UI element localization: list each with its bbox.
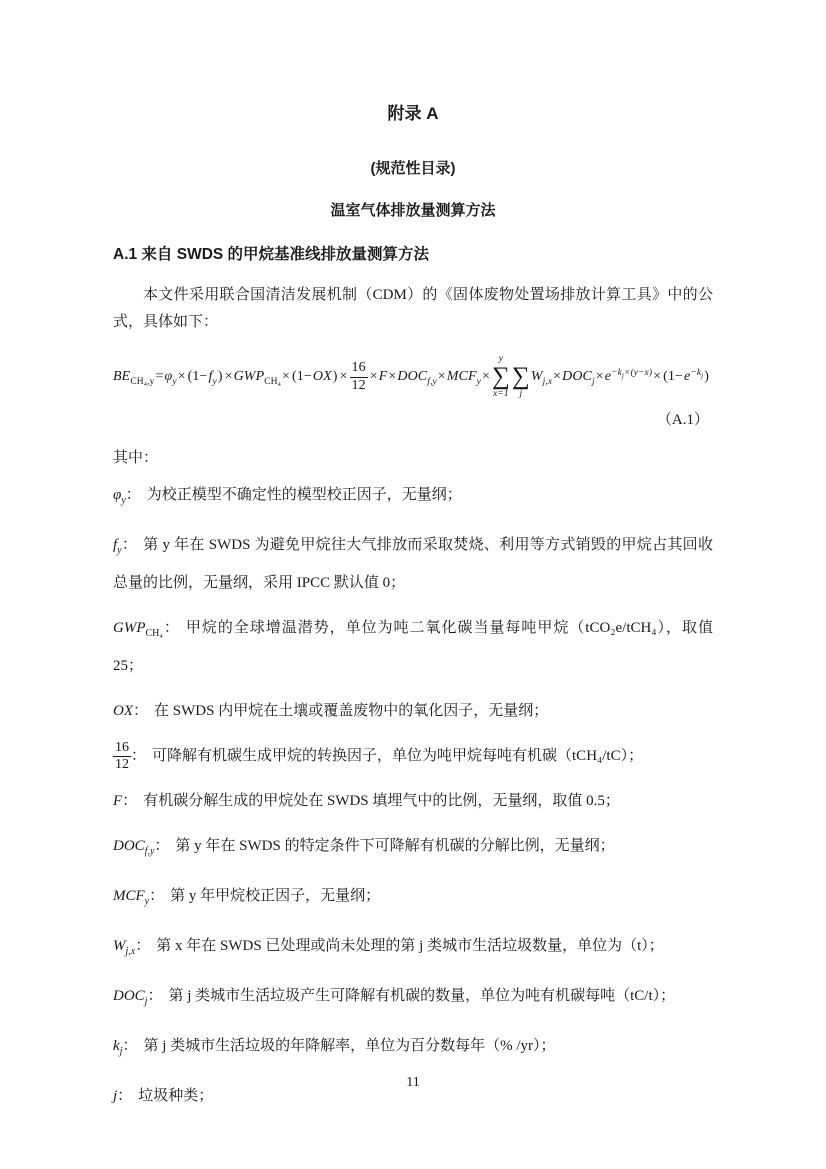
definition-colon: ： xyxy=(135,938,151,955)
where-label: 其中： xyxy=(113,450,159,466)
definition-symbol: $W_{j,x}$ xyxy=(113,938,136,958)
page-number: 11 xyxy=(406,1075,420,1090)
appendix-title: 附录 A xyxy=(387,104,439,123)
definition-colon: ： xyxy=(117,1088,133,1105)
document-page xyxy=(113,0,713,1113)
definition-text: 为校正模型不确定性的模型校正因子，无量纲； xyxy=(146,487,462,503)
sum-lower-limit: j xyxy=(519,389,523,399)
times-sign: × xyxy=(339,369,348,385)
definition-item xyxy=(113,830,713,868)
sum-upper-limit: y xyxy=(498,354,504,364)
final-term xyxy=(662,369,710,384)
sum-lower-limit: x=1 xyxy=(493,389,509,399)
definition-symbol: $f_y$ xyxy=(113,537,122,556)
definition-item xyxy=(113,980,713,1018)
definition-text: 第 y 年在 SWDS 为避免甲烷往大气排放而采取焚烧、利用等方式销毁的甲烷占其回收总量的比例，无量纲，采用 IPCC 默认值 0； xyxy=(113,537,713,591)
math-token: OX xyxy=(312,369,332,385)
definition-text: 第 x 年在 SWDS 已处理或尚未处理的第 j 类城市生活垃圾数量，单位为（t）； xyxy=(156,938,664,955)
f-term xyxy=(187,369,224,388)
definition-text: 第 j 类城市生活垃圾的年降解率，单位为百分数每年（% /yr）； xyxy=(143,1038,556,1055)
math-token: j xyxy=(621,371,624,380)
math-token: ) xyxy=(704,369,709,385)
math-token: y xyxy=(476,377,481,388)
definition-text: 甲烷的全球增温潜势，单位为吨二氧化碳当量每吨甲烷（tCO₂e/tCH₄），取值 25； xyxy=(113,620,713,674)
definition-symbol: $k_j$ xyxy=(113,1038,123,1058)
math-token: f,y xyxy=(427,377,437,388)
exponent xyxy=(690,368,703,378)
definition-item xyxy=(113,740,713,773)
definition-symbol: $MCF_y$ xyxy=(113,888,150,908)
times-sign: × xyxy=(282,369,291,385)
definition-item xyxy=(113,930,713,968)
definition-colon: ： xyxy=(122,1038,138,1055)
definition-text: 垃圾种类； xyxy=(138,1088,214,1105)
math-token: CH₄ xyxy=(264,377,282,388)
variable-definitions xyxy=(113,479,713,1113)
definition-text: 可降解有机碳生成甲烷的转换因子，单位为吨甲烷每吨有机碳（tCH₄/tC）； xyxy=(152,748,644,765)
intro-paragraph: 本文件采用联合国清洁发展机制（CDM）的《固体废物处置场排放计算工具》中的公式，具体如下： xyxy=(113,287,713,330)
math-token: CH₄,y xyxy=(130,377,155,388)
exp-decay-term xyxy=(605,369,652,384)
gwp-term xyxy=(233,369,282,388)
exponent xyxy=(611,368,652,378)
equals-sign: = xyxy=(155,369,164,385)
math-token: −k xyxy=(690,367,702,378)
definition-item xyxy=(113,612,713,683)
definition-colon: ： xyxy=(162,620,180,636)
math-token: MCF xyxy=(446,369,477,385)
math-token: 12 xyxy=(351,377,366,393)
math-token: ) xyxy=(332,369,338,385)
math-token: y xyxy=(172,377,177,388)
definition-item xyxy=(113,529,713,600)
definition-text: 有机碳分解生成的甲烷处在 SWDS 填埋气中的比例，无量纲，取值 0.5； xyxy=(143,793,620,810)
definition-item xyxy=(113,880,713,918)
definition-colon: ： xyxy=(133,703,149,719)
times-sign: × xyxy=(595,369,604,385)
outer-sum xyxy=(492,354,510,400)
math-token: e xyxy=(684,369,691,385)
definition-item xyxy=(113,479,713,517)
definition-item xyxy=(113,785,713,818)
definition-symbol: $DOC_j$ xyxy=(113,988,148,1008)
normative-label: (规范性目录) xyxy=(370,160,456,177)
definition-symbol: $\varphi_y$ xyxy=(113,487,126,506)
times-sign: × xyxy=(224,369,233,385)
doc-j-term xyxy=(562,369,595,388)
mcf-term xyxy=(446,369,481,388)
math-token: f xyxy=(208,369,213,385)
definition-colon: ： xyxy=(149,888,165,905)
math-token: j xyxy=(701,371,704,380)
ox-term xyxy=(291,369,339,384)
sigma-symbol: ∑ xyxy=(511,363,530,390)
definition-text: 在 SWDS 内甲烷在土壤或覆盖废物中的氧化因子，无量纲； xyxy=(154,703,549,719)
definition-symbol: j xyxy=(113,1088,118,1105)
math-token: 16 xyxy=(350,360,368,377)
math-token: ) xyxy=(217,369,223,385)
w-term xyxy=(530,369,553,388)
math-token: j xyxy=(592,377,595,388)
times-sign: × xyxy=(388,369,397,385)
definition-symbol: $DOC_{f,y}$ xyxy=(113,838,155,858)
method-title: 温室气体排放量测算方法 xyxy=(330,202,496,219)
phi-term xyxy=(164,369,177,388)
math-token: DOC xyxy=(562,369,592,385)
definition-text: 第 y 年甲烷校正因子，无量纲； xyxy=(170,888,381,905)
definition-symbol xyxy=(113,740,131,773)
definition-symbol: F xyxy=(113,793,123,810)
times-sign: × xyxy=(653,369,662,385)
definition-text: 第 j 类城市生活垃圾产生可降解有机碳的数量，单位为吨有机碳每吨（tC/t）； xyxy=(168,988,676,1005)
definition-colon: ： xyxy=(154,838,170,855)
times-sign: × xyxy=(437,369,446,385)
definition-text: 第 y 年在 SWDS 的特定条件下可降解有机碳的分解比例，无量纲； xyxy=(175,838,615,855)
definition-item xyxy=(113,695,713,728)
math-token: ×(y−x) xyxy=(623,367,653,378)
definition-colon: ： xyxy=(125,487,141,503)
math-token: BE xyxy=(113,369,131,385)
sigma-symbol: ∑ xyxy=(491,363,510,390)
math-token: (1− xyxy=(663,369,683,385)
definition-colon: ： xyxy=(122,793,138,810)
definition-symbol: OX xyxy=(113,703,133,719)
equation-a1 xyxy=(113,354,713,400)
fraction-16-12 xyxy=(350,360,368,393)
doc-fy-term xyxy=(397,369,437,388)
math-token: y xyxy=(212,377,217,388)
definition-colon: ： xyxy=(147,988,163,1005)
times-sign: × xyxy=(177,369,186,385)
definition-item xyxy=(113,1030,713,1068)
equation-lhs xyxy=(113,369,155,388)
times-sign: × xyxy=(369,369,378,385)
definition-colon: ： xyxy=(131,748,147,765)
definition-colon: ： xyxy=(121,537,138,553)
math-token: (1− xyxy=(187,369,208,385)
math-token: (1− xyxy=(292,369,312,385)
times-sign: × xyxy=(553,369,562,385)
math-token: e xyxy=(604,369,612,385)
math-token: W xyxy=(530,369,543,385)
definition-fraction: $\frac{16}{12}$ xyxy=(115,740,129,773)
section-a1-heading: A.1 来自 SWDS 的甲烷基准线排放量测算方法 xyxy=(113,246,430,263)
math-token: DOC xyxy=(397,369,428,385)
math-token: φ xyxy=(164,369,173,385)
math-token: GWP xyxy=(233,369,265,385)
F-term: F xyxy=(378,369,388,385)
inner-sum xyxy=(512,354,530,400)
equation-number: （A.1） xyxy=(656,412,709,428)
math-token: −k xyxy=(611,367,622,378)
math-token: j,x xyxy=(542,377,553,388)
times-sign: × xyxy=(481,369,490,385)
definition-symbol: $GWP_{CH_4}$ xyxy=(113,620,163,639)
